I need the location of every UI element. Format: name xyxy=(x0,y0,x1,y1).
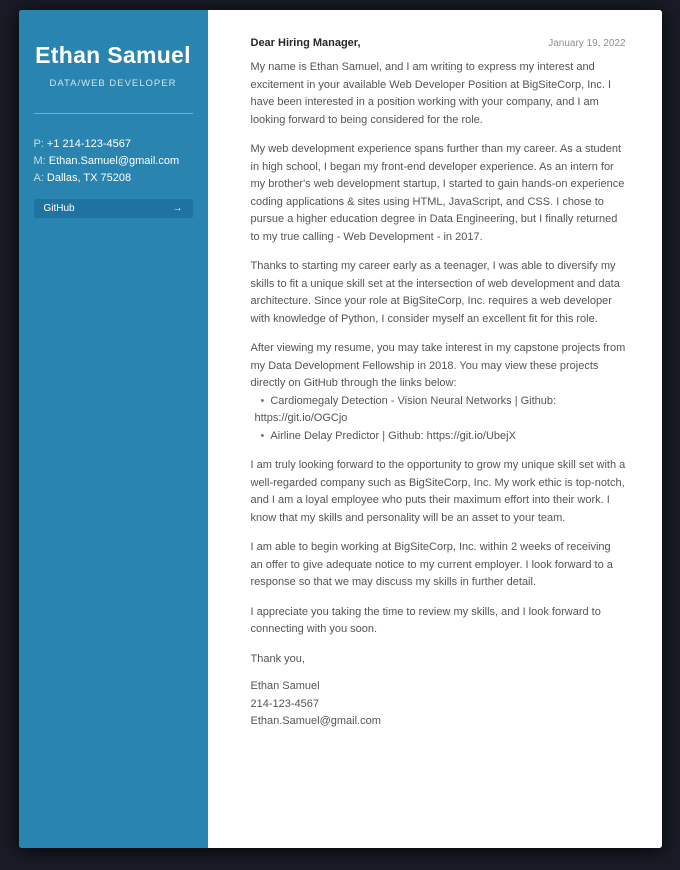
github-button[interactable] xyxy=(34,199,193,218)
letter-body xyxy=(208,10,662,848)
project-list xyxy=(251,393,626,446)
bullet-icon: • xyxy=(260,429,265,442)
contact-email xyxy=(34,153,193,170)
bullet-icon: • xyxy=(260,394,265,407)
email-label: M: xyxy=(33,155,46,167)
paragraph-intro: My name is Ethan Samuel, and I am writing to express my interest and excitement in your available Web Developer Position at BigSiteCorp, Inc. I have been interested in a position working with your company, and I am looking forward to being considered for the role. xyxy=(250,61,612,126)
signature-block xyxy=(251,678,626,731)
letter-date: January 19, 2022 xyxy=(548,38,626,49)
paragraph-thanks: I appreciate you taking the time to review my skills, and I look forward to connecting with you soon. xyxy=(250,605,601,635)
candidate-name: Ethan Samuel xyxy=(35,42,191,68)
closing: Thank you, xyxy=(250,652,305,665)
contact-phone xyxy=(34,136,193,153)
sidebar xyxy=(19,10,208,848)
email-value: Ethan.Samuel@gmail.com xyxy=(48,155,180,167)
signature-email: Ethan.Samuel@gmail.com xyxy=(250,715,381,727)
sidebar-divider xyxy=(34,113,193,114)
signature-phone: 214-123-4567 xyxy=(250,697,320,710)
project-item-airline xyxy=(255,428,626,446)
signature-name: Ethan Samuel xyxy=(250,680,320,692)
contact-address xyxy=(34,170,193,187)
contact-list xyxy=(19,136,208,187)
letter-header xyxy=(251,37,626,49)
arrow-right-icon: → xyxy=(172,203,183,214)
cover-letter-page xyxy=(19,10,662,848)
paragraph-availability: I am able to begin working at BigSiteCorp, Inc. within 2 weeks of receiving an offer to give adequate notice to my current employer. I look forward to a response so that we may discuss my skills in further detail. xyxy=(250,541,613,588)
phone-label: P: xyxy=(33,138,44,150)
project-item-cardiomegaly xyxy=(255,393,626,428)
github-button-label: GitHub xyxy=(43,203,75,214)
address-label: A: xyxy=(33,172,44,184)
candidate-job-title: DATA/WEB DEVELOPER xyxy=(49,78,177,89)
project-item-text: Airline Delay Predictor | Github: https://git.io/UbejX xyxy=(270,429,516,442)
paragraph-projects-lead: After viewing my resume, you may take interest in my capstone projects from my Data Development Fellowship in 2018. You may view these projects directly on GitHub through the links below: xyxy=(250,342,626,389)
salutation: Dear Hiring Manager, xyxy=(250,37,361,49)
project-item-text: Cardiomegaly Detection - Vision Neural Networks | Github: https://git.io/OGCjo xyxy=(254,394,557,424)
paragraph-work-ethic: I am truly looking forward to the opportunity to grow my unique skill set with a well-regarded company such as BigSiteCorp, Inc. My work ethic is top-notch, and I am a loyal employee who puts their maximum effort into their work. I know that my skills and personality will be an asset to your team. xyxy=(250,459,626,524)
paragraph-experience: My web development experience spans further than my career. As a student in high school, I began my front-end developer experience. As an intern for my brother's web development startup, I started to gain hands-on experience coding applications & sites using HTML, JavaScript, and CSS. I chose to pursue a higher education degree in Data Engineering, but I finally returned to my true calling - Web Development - in 2017. xyxy=(250,143,625,243)
paragraph-skills: Thanks to starting my career early as a teenager, I was able to diversify my skills to fit a unique skill set at the intersection of web development and data architecture. Since your role at BigSiteCorp, Inc. requires a web developer with knowledge of Python, I consider myself an excellent fit for this role. xyxy=(250,260,620,325)
address-value: Dallas, TX 75208 xyxy=(46,172,132,184)
phone-value: +1 214-123-4567 xyxy=(46,138,132,150)
